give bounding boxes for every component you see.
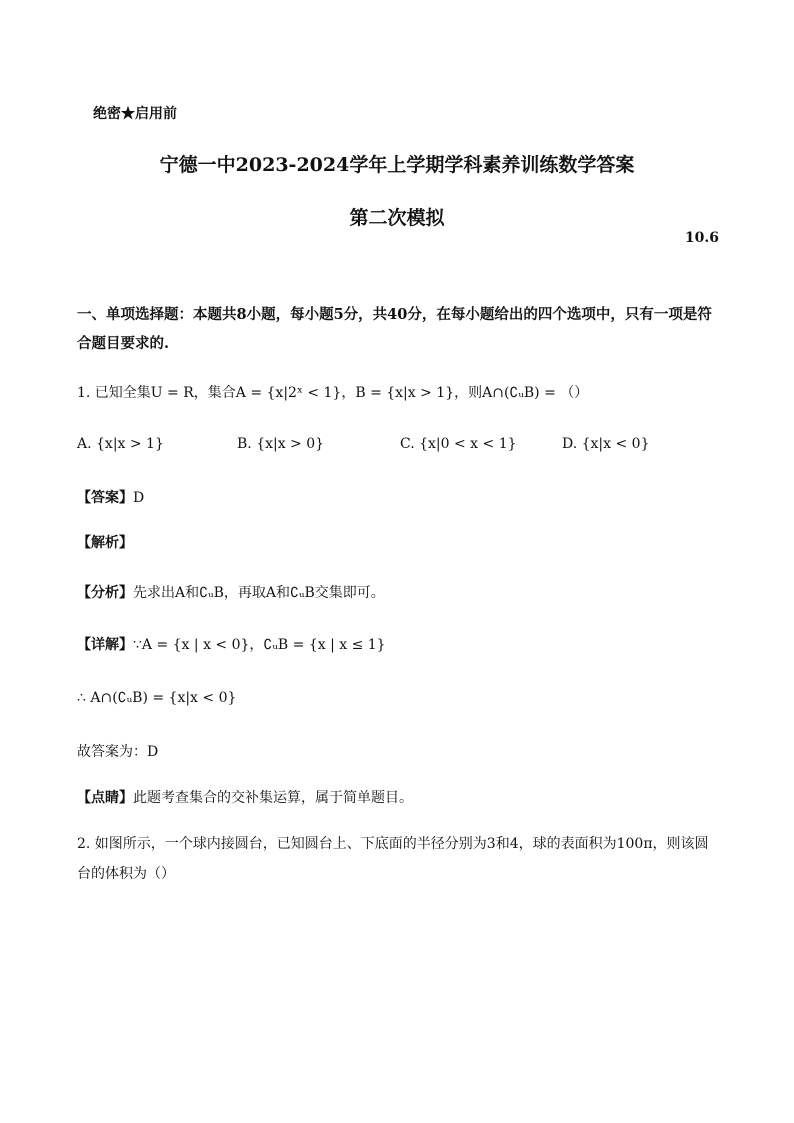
final-answer-line: 故答案为：D — [77, 744, 159, 760]
dianjing-text: 此题考查集合的交补集运算，属于简单题目。 — [133, 790, 413, 806]
option-a: A. {x|x > 1} — [77, 436, 164, 452]
dianjing-label: 【点睛】 — [77, 790, 133, 806]
answer-value: D — [133, 490, 145, 506]
document-date: 10.6 — [684, 230, 719, 246]
document-title: 宁德一中2023-2024学年上学期学科素养训练数学答案 — [159, 154, 635, 176]
xiangjie-text: ∵A = {x | x < 0}，∁ᵤB = {x | x ≤ 1} — [133, 637, 386, 653]
therefore-line: ∴ A∩(∁ᵤB) = {x|x < 0} — [77, 690, 237, 706]
fenxi-line — [77, 582, 385, 602]
option-b: B. {x|x > 0} — [237, 436, 325, 452]
xiangjie-line — [77, 634, 386, 654]
answer-label: 【答案】 — [77, 490, 133, 506]
fenxi-label: 【分析】 — [77, 585, 133, 601]
dianjing-line — [77, 787, 413, 807]
answer-line — [77, 487, 144, 507]
option-d: D. {x|x < 0} — [562, 436, 650, 452]
document-subtitle: 第二次模拟 — [349, 207, 445, 229]
question-2-stem: 2. 如图所示，一个球内接圆台，已知圆台上、下底面的半径分别为3和4，球的表面积为100π，则该圆台的体积为（） — [77, 836, 709, 882]
option-c: C. {x|0 < x < 1} — [400, 436, 517, 452]
fenxi-text: 先求出A和∁ᵤB，再取A和∁ᵤB交集即可。 — [133, 585, 385, 601]
analysis-label: 【解析】 — [77, 535, 133, 551]
confidential-label: 绝密★启用前 — [93, 106, 177, 122]
xiangjie-label: 【详解】 — [77, 637, 133, 653]
question-1-stem: 1. 已知全集U = R，集合A = {x|2ˣ < 1}，B = {x|x > 1}，则A∩(∁ᵤB) = （） — [77, 385, 589, 401]
section-heading: 一、单项选择题：本题共8小题，每小题5分，共40分，在每小题给出的四个选项中，只有一项是符合题目要求的. — [77, 306, 712, 352]
